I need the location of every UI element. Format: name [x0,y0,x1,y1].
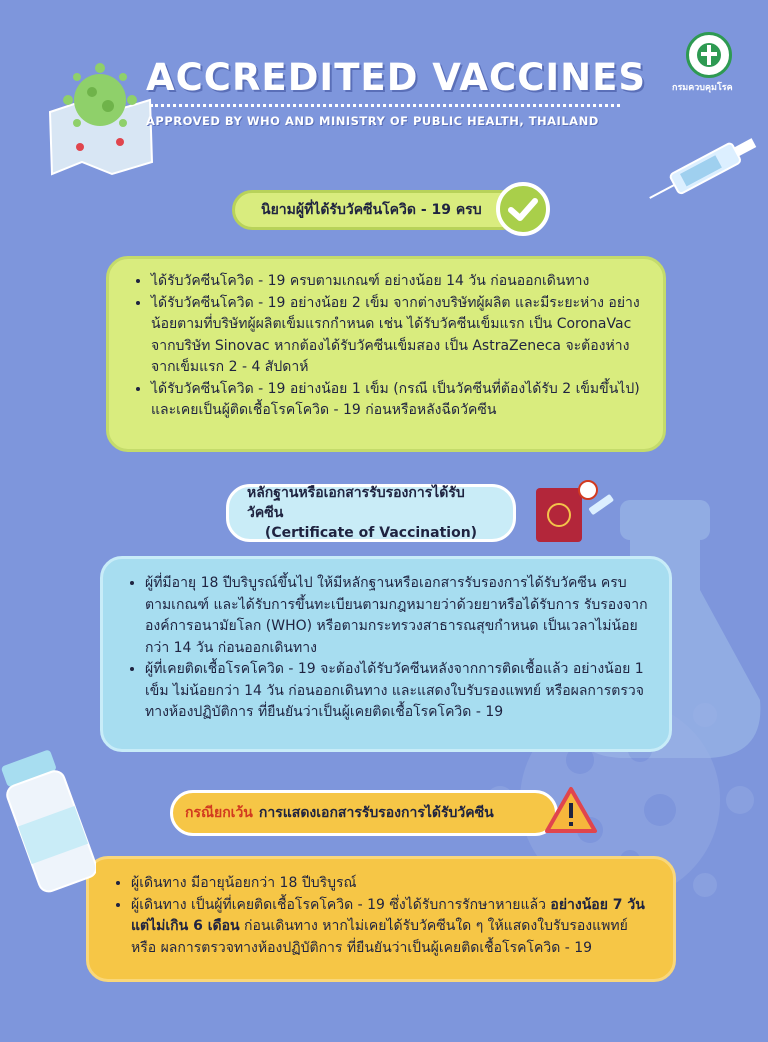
section3-heading [170,790,558,836]
virus-map-icon [40,62,160,180]
section3-heading-text: การแสดงเอกสารรับรองการได้รับวัคซีน [258,805,494,821]
ministry-logo [686,32,732,78]
item-text: ก่อนเดินทาง หากไม่เคยได้รับวัคซีนใด ๆ ให้แสดงใบรับรองแพทย์ หรือ ผลการตรวจทางห้องปฏิบัติการ ที่ยืนยันว่าเป็นผู้เคยติดเชื้อโรคโควิด - 19 [131,918,628,956]
page-subtitle: APPROVED BY WHO AND MINISTRY OF PUBLIC HEALTH, THAILAND [146,114,599,128]
warning-icon [544,786,598,834]
list-item: • ได้รับวัคซีนโควิด - 19 อย่างน้อย 1 เข็ม (กรณี เป็นวัคซีนที่ต้องได้รับ 2 เข็มขึ้นไป) และเคยเป็นผู้ติดเชื้อโรคโควิด - 19 ก่อนหรือหลังฉีดวัคซีน [151,379,643,422]
list-item: • ผู้ที่มีอายุ 18 ปีบริบูรณ์ขึ้นไป ให้มีหลักฐานหรือเอกสารรับรองการได้รับวัคซีน ครบตามเกณฑ์ และได้รับการขึ้นทะเบียนตามกฎหมายว่าด้วยยาหรือได้รับการ รับรองจากองค์การอนามัยโลก (WHO) หรือตามกระทรวงสาธารณสุขกำหนด เป็นเวลาไม่น้อยกว่า 14 วัน ก่อนออกเดินทาง [145,573,649,659]
exception-label: กรณียกเว้น [185,805,253,821]
vaccine-vial-icon [0,746,96,896]
syringe-icon [640,126,768,210]
list-item: • ผู้ที่เคยติดเชื้อโรคโควิด - 19 จะต้องได้รับวัคซีนหลังจากการติดเชื้อแล้ว อย่างน้อย 1 เข็ม ไม่น้อยกว่า 14 วัน ก่อนออกเดินทาง และแสดงใบรับรองแพทย์ หรือผลการตรวจทางห้องปฏิบัติการ ที่ยืนยันว่าเป็นผู้เคยติดเชื้อโรคโควิด - 19 [145,659,649,724]
list-item [131,895,653,960]
list-item: • ผู้เดินทาง มีอายุน้อยกว่า 18 ปีบริบูรณ์ [131,873,653,895]
list-item: • ได้รับวัคซีนโควิด - 19 อย่างน้อย 2 เข็ม จากต่างบริษัทผู้ผลิต และมีระยะห่าง อย่างน้อยตามที่บริษัทผู้ผลิตเข็มแรกกำหนด เช่น ได้รับวัคซีนเข็มแรก เป็น CoronaVac จากบริษัท Sinovac หากต้องได้รับวัคซีนเข็มสอง เป็น AstraZeneca จะต้องห่างจากเข็มแรก 2 - 4 สัปดาห์ [151,293,643,379]
section2-heading-th: หลักฐานหรือเอกสารรับรองการได้รับวัคซีน [247,485,465,521]
section2-heading-en: (Certificate of Vaccination) [264,525,478,541]
checkmark-icon [496,182,550,236]
section3-card [86,856,676,982]
item-emphasis: อย่างน้อย 7 วัน แต่ไม่เกิน 6 เดือน [131,896,645,934]
title-divider [150,104,620,107]
page-title: ACCREDITED VACCINES [146,56,647,99]
item-text: ผู้เดินทาง เป็นผู้ที่เคยติดเชื้อโรคโควิด - 19 ซึ่งได้รับการรักษาหายแล้ว [131,896,551,913]
passport-icon [532,474,616,544]
section1-heading: นิยามผู้ที่ได้รับวัคซีนโควิด - 19 ครบ [232,190,522,230]
section2-heading [226,484,516,542]
list-item: • ได้รับวัคซีนโควิด - 19 ครบตามเกณฑ์ อย่างน้อย 14 วัน ก่อนออกเดินทาง [151,271,643,293]
section1-card [106,256,666,452]
logo-caption: กรมควบคุมโรค [672,83,733,93]
section2-card [100,556,672,752]
